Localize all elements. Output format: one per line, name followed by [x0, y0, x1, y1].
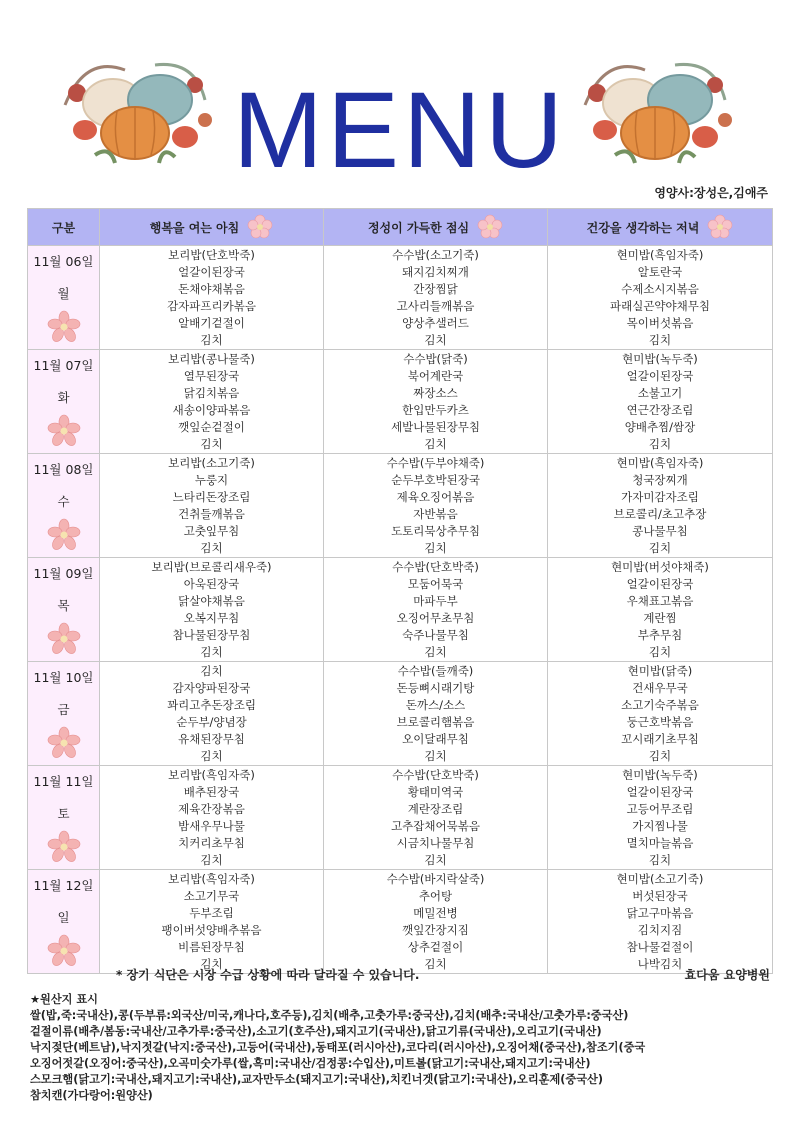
day-date: 11월 12일 — [33, 878, 94, 893]
menu-item: 청국장찌개 — [632, 473, 688, 487]
origin-title: ★원산지 표시 — [30, 993, 98, 1006]
menu-item: 김치 — [424, 333, 447, 347]
pink-flower-icon — [47, 726, 81, 760]
menu-item: 북어계란국 — [407, 369, 464, 383]
menu-item: 고등어무조림 — [626, 802, 694, 816]
dinner-cell — [548, 350, 773, 454]
menu-item: 수수밥(바지락살죽) — [386, 872, 485, 886]
origin-line: 쌀(밥,죽:국내산),콩(두부류:외국산/미국,캐나다,호주등),김치(배추,고춧가루:중국산),김치(배추:국내산/고춧가루:중국산) — [30, 1009, 629, 1022]
menu-item: 마파두부 — [413, 594, 458, 608]
menu-item: 수수밥(두부야채죽) — [386, 456, 485, 470]
table-row — [28, 350, 773, 454]
menu-item: 오이달래무침 — [402, 732, 469, 746]
menu-item: 배추된장국 — [183, 785, 240, 799]
dinner-cell — [548, 246, 773, 350]
menu-item: 감자양파된장국 — [172, 681, 251, 695]
menu-item: 두부조림 — [189, 906, 234, 920]
dietitian-label: 영양사:장성은,김애주 — [654, 186, 768, 200]
menu-item: 간장찜닭 — [413, 282, 458, 296]
day-date: 11월 07일 — [33, 358, 94, 373]
pink-flower-icon — [47, 414, 81, 448]
menu-item: 건새우무국 — [632, 681, 688, 695]
menu-item: 치커리초무침 — [178, 836, 245, 850]
menu-item: 김치 — [424, 749, 447, 763]
menu-item: 얼갈이된장국 — [626, 577, 694, 591]
origin-line: 오징어젓갈(오징어:중국산),오곡미숫가루(쌀,흑미:국내산/검정콩:수입산),미트볼(닭고기:국내산,돼지고기:국내산) — [30, 1057, 591, 1070]
menu-item: 도토리묵상추무침 — [391, 524, 480, 538]
pink-flower-icon — [47, 518, 81, 552]
menu-item: 짜장소스 — [413, 386, 458, 400]
origin-info — [30, 992, 800, 1104]
hospital-name: 효다움 요양병원 — [684, 968, 770, 982]
day-cell — [28, 350, 100, 454]
menu-item: 건취들깨볶음 — [178, 507, 245, 521]
header-dinner-label: 건강을 생각하는 저녁 — [586, 220, 700, 235]
day-date: 11월 08일 — [33, 462, 94, 477]
menu-item: 얼갈이된장국 — [626, 785, 694, 799]
menu-item: 메밀전병 — [413, 906, 458, 920]
menu-item: 누룽지 — [194, 473, 229, 487]
menu-item: 닭고구마볶음 — [626, 906, 694, 920]
menu-item: 김치 — [648, 645, 672, 659]
breakfast-cell — [100, 870, 324, 974]
day-cell — [28, 766, 100, 870]
menu-item: 김치 — [200, 541, 223, 555]
menu-item: 김치 — [200, 749, 223, 763]
menu-item: 소고기무국 — [183, 889, 240, 903]
day-weekday: 목 — [57, 598, 70, 613]
breakfast-cell — [100, 454, 324, 558]
dinner-cell — [548, 766, 773, 870]
menu-item: 순두부/양념장 — [176, 715, 247, 729]
menu-item: 아욱된장국 — [183, 577, 240, 591]
day-date: 11월 09일 — [33, 566, 94, 581]
menu-item: 김치 — [648, 853, 672, 867]
pink-flower-icon — [47, 830, 81, 864]
lunch-cell — [324, 454, 548, 558]
table-row — [28, 662, 773, 766]
menu-item: 연근간장조림 — [626, 403, 694, 417]
origin-line: 겉절이류(배추/봄동:국내산/고추가루:중국산),소고기(호주산),돼지고기(국내산),닭고기류(국내산),오리고기(국내산) — [30, 1025, 602, 1038]
menu-item: 보리밥(콩나물죽) — [168, 352, 255, 366]
menu-item: 깻잎순겉절이 — [178, 420, 245, 434]
pumpkin-bouquet-icon — [575, 45, 740, 170]
menu-item: 김치 — [648, 333, 672, 347]
dinner-cell — [548, 662, 773, 766]
menu-item: 팽이버섯양배추볶음 — [161, 923, 262, 937]
day-cell — [28, 558, 100, 662]
menu-item: 양상추샐러드 — [402, 316, 469, 330]
day-weekday: 토 — [57, 806, 70, 821]
lunch-cell — [324, 662, 548, 766]
menu-item: 오징어무초무침 — [396, 611, 475, 625]
header-breakfast-label: 행복을 여는 아침 — [149, 220, 240, 235]
menu-item: 유채된장무침 — [178, 732, 245, 746]
header-lunch-label: 정성이 가득한 점심 — [367, 220, 470, 235]
menu-item: 밤새우무나물 — [178, 819, 245, 833]
menu-item: 김치 — [648, 541, 672, 555]
day-date: 11월 06일 — [33, 254, 94, 269]
menu-item: 수수밥(단호박죽) — [392, 768, 479, 782]
menu-item: 김치 — [424, 437, 447, 451]
menu-item: 소고기숙주볶음 — [621, 698, 699, 712]
menu-item: 김치 — [424, 957, 447, 971]
breakfast-cell — [100, 662, 324, 766]
origin-line: 스모크햄(닭고기:국내산,돼지고기:국내산),교자만두소(돼지고기:국내산),치킨너겟(닭고기:국내산),오리훈제(중국산) — [30, 1073, 603, 1086]
menu-item: 가지찜나물 — [632, 819, 688, 833]
menu-item: 현미밥(흑임자죽) — [616, 456, 704, 470]
menu-item: 얼갈이된장국 — [178, 265, 245, 279]
menu-item: 계란찜 — [643, 611, 677, 625]
menu-item: 현미밥(녹두죽) — [622, 352, 698, 366]
menu-item: 현미밥(흑임자죽) — [616, 248, 704, 262]
origin-line: 참치캔(가다랑어:원양산) — [30, 1089, 153, 1102]
menu-item: 황태미역국 — [407, 785, 464, 799]
dinner-cell — [548, 870, 773, 974]
day-cell — [28, 662, 100, 766]
menu-item: 현미밥(닭죽) — [627, 664, 693, 678]
menu-item: 비름된장무침 — [178, 940, 245, 954]
dinner-cell — [548, 454, 773, 558]
origin-line: 낙지젖단(베트남),낙지젓갈(낙지:중국산),고등어(국내산),동태포(러시아산),코다리(러시아산),오징어채(중국산),참조기(중국 — [30, 1041, 646, 1054]
lunch-cell — [324, 558, 548, 662]
day-cell — [28, 870, 100, 974]
menu-item: 모둠어묵국 — [407, 577, 464, 591]
menu-item: 김치 — [424, 541, 447, 555]
menu-item: 얼갈이된장국 — [626, 369, 694, 383]
breakfast-cell — [100, 766, 324, 870]
menu-item: 소불고기 — [637, 386, 683, 400]
menu-item: 김치 — [200, 333, 223, 347]
menu-item: 보리밥(흑임자죽) — [168, 768, 255, 782]
menu-item: 보리밥(소고기죽) — [168, 456, 255, 470]
day-weekday: 금 — [57, 702, 70, 717]
menu-item: 자반볶음 — [413, 507, 458, 521]
menu-item: 감자파프리카볶음 — [167, 299, 256, 313]
menu-item: 한입만두카츠 — [402, 403, 469, 417]
day-weekday: 수 — [57, 494, 70, 509]
menu-item: 꼬시래기초무침 — [621, 732, 699, 746]
menu-item: 고춧잎무침 — [183, 524, 240, 538]
menu-item: 돈까스/소스 — [405, 698, 466, 712]
menu-item: 수수밥(소고기죽) — [392, 248, 479, 262]
menu-item: 콩나물무침 — [632, 524, 688, 538]
table-row — [28, 766, 773, 870]
menu-item: 김치 — [424, 853, 447, 867]
menu-item: 김치 — [200, 853, 223, 867]
pink-flower-icon — [477, 214, 503, 240]
menu-item: 나박김치 — [637, 957, 683, 971]
menu-header — [0, 0, 800, 208]
menu-item: 숙주나물무침 — [402, 628, 469, 642]
breakfast-cell — [100, 246, 324, 350]
menu-item: 보리밥(흑임자죽) — [168, 872, 255, 886]
breakfast-cell — [100, 558, 324, 662]
menu-item: 깻잎간장지짐 — [402, 923, 469, 937]
menu-item: 브로콜리햄볶음 — [396, 715, 475, 729]
menu-item: 김치지짐 — [637, 923, 683, 937]
day-date: 11월 11일 — [33, 774, 94, 789]
menu-item: 김치 — [648, 749, 672, 763]
menu-item: 닭살야채볶음 — [178, 594, 245, 608]
table-header-row — [28, 209, 773, 246]
menu-item: 수수밥(닭죽) — [403, 352, 468, 366]
pink-flower-icon — [247, 214, 273, 240]
menu-item: 수수밥(들깨죽) — [397, 664, 474, 678]
menu-item: 현미밥(소고기죽) — [616, 872, 704, 886]
pink-flower-icon — [47, 622, 81, 656]
menu-item: 새송이양파볶음 — [172, 403, 251, 417]
menu-item: 제육오징어볶음 — [396, 490, 475, 504]
day-weekday: 월 — [57, 286, 70, 301]
day-weekday: 일 — [57, 910, 70, 925]
menu-item: 닭김치볶음 — [183, 386, 240, 400]
menu-item: 김치 — [648, 437, 672, 451]
day-cell — [28, 454, 100, 558]
page-title: MENU — [233, 69, 567, 190]
menu-item: 참나물겉절이 — [626, 940, 694, 954]
header-lunch — [324, 209, 548, 246]
menu-item: 멸치마늘볶음 — [626, 836, 694, 850]
table-row — [28, 246, 773, 350]
header-breakfast — [100, 209, 324, 246]
pink-flower-icon — [47, 934, 81, 968]
table-row — [28, 454, 773, 558]
menu-item: 수제소시지볶음 — [621, 282, 699, 296]
menu-item: 파래실곤약야채무침 — [610, 299, 710, 313]
menu-item: 브로콜리/초고추장 — [613, 507, 707, 521]
menu-item: 열무된장국 — [183, 369, 240, 383]
menu-item: 목이버섯볶음 — [626, 316, 694, 330]
table-row — [28, 870, 773, 974]
lunch-cell — [324, 870, 548, 974]
menu-item: 부추무침 — [637, 628, 683, 642]
menu-item: 알토란국 — [637, 265, 683, 279]
menu-item: 돈등뼈시래기탕 — [396, 681, 475, 695]
menu-change-note: * 장기 식단은 시장 수급 상황에 따라 달라질 수 있습니다. — [116, 968, 420, 982]
header-gubun: 구분 — [28, 209, 100, 246]
lunch-cell — [324, 766, 548, 870]
menu-item: 돈채야채볶음 — [178, 282, 245, 296]
table-row — [28, 558, 773, 662]
menu-item: 세발나물된장무침 — [391, 420, 480, 434]
day-cell — [28, 246, 100, 350]
pink-flower-icon — [47, 310, 81, 344]
lunch-cell — [324, 246, 548, 350]
menu-item: 느타리돈장조림 — [172, 490, 251, 504]
breakfast-cell — [100, 350, 324, 454]
menu-item: 둥근호박볶음 — [626, 715, 694, 729]
menu-item: 김치 — [200, 645, 223, 659]
menu-item: 버섯된장국 — [632, 889, 688, 903]
menu-item: 알배기겉절이 — [178, 316, 245, 330]
day-date: 11월 10일 — [33, 670, 94, 685]
menu-item: 추어탕 — [418, 889, 453, 903]
menu-item: 고추잡채어묵볶음 — [391, 819, 480, 833]
header-dinner — [548, 209, 773, 246]
menu-item: 수수밥(단호박죽) — [392, 560, 479, 574]
dinner-cell — [548, 558, 773, 662]
menu-item: 보리밥(브로콜리새우죽) — [151, 560, 272, 574]
day-weekday: 화 — [57, 390, 70, 405]
menu-item: 김치 — [200, 957, 223, 971]
menu-item: 꽈리고추돈장조림 — [167, 698, 256, 712]
menu-item: 양배추찜/쌈장 — [624, 420, 696, 434]
menu-item: 김치 — [200, 664, 223, 678]
menu-item: 상추겉절이 — [407, 940, 464, 954]
menu-item: 김치 — [200, 437, 223, 451]
menu-item: 고사리들깨볶음 — [396, 299, 475, 313]
menu-item: 우채표고볶음 — [626, 594, 694, 608]
menu-item: 제육간장볶음 — [178, 802, 245, 816]
lunch-cell — [324, 350, 548, 454]
menu-item: 가자미감자조림 — [621, 490, 699, 504]
menu-item: 돼지김치찌개 — [402, 265, 469, 279]
menu-item: 보리밥(단호박죽) — [168, 248, 255, 262]
menu-item: 김치 — [424, 645, 447, 659]
menu-item: 시금치나물무침 — [396, 836, 475, 850]
menu-item: 순두부호박된장국 — [391, 473, 480, 487]
pink-flower-icon — [707, 214, 733, 240]
menu-item: 오복지무침 — [183, 611, 240, 625]
menu-item: 참나물된장무침 — [172, 628, 251, 642]
weekly-menu-table — [27, 208, 773, 974]
menu-item: 현미밥(버섯야채죽) — [611, 560, 709, 574]
menu-item: 현미밥(녹두죽) — [622, 768, 698, 782]
menu-item: 계란장조림 — [407, 802, 464, 816]
